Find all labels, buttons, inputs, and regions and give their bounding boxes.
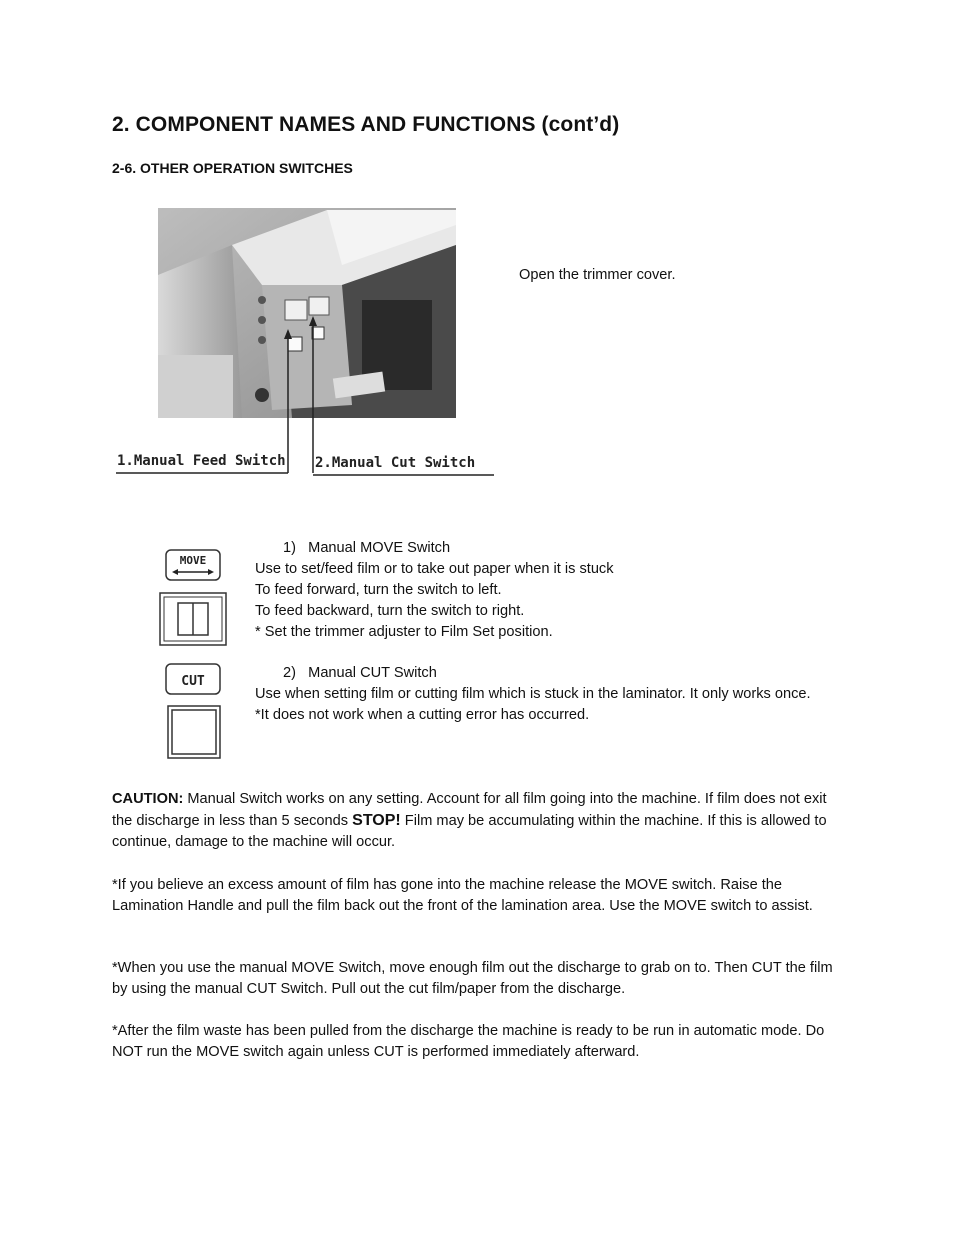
cut-switch-heading (255, 663, 835, 684)
cut-switch-icon (158, 660, 228, 763)
caution-paragraph (112, 789, 847, 853)
section-heading: 2-6. OTHER OPERATION SWITCHES (112, 160, 353, 176)
figure-caption: Open the trimmer cover. (519, 267, 676, 283)
cut-switch-title: Manual CUT Switch (308, 665, 437, 681)
move-switch-title: Manual MOVE Switch (308, 540, 451, 556)
stop-warning: STOP! (352, 812, 401, 829)
move-line-1: Use to set/feed film or to take out paper when it is stuck (255, 561, 614, 577)
cut-switch-description (255, 663, 835, 726)
move-switch-number: 1) (283, 540, 296, 556)
move-line-3: To feed backward, turn the switch to right. (255, 603, 525, 619)
move-switch-heading (255, 538, 855, 559)
note-excess-film: *If you believe an excess amount of film has gone into the machine release the MOVE switch. Raise the Lamination Handle and pull the film back out the front of the lamination area. Use the MOVE switch to assist. (112, 877, 813, 914)
caution-label: CAUTION: (112, 791, 184, 807)
manual-cut-label: 2.Manual Cut Switch (315, 455, 476, 471)
cut-line-1: Use when setting film or cutting film which is stuck in the laminator. It only works once. (255, 686, 811, 702)
note-manual-move: *When you use the manual MOVE Switch, move enough film out the discharge to grab on to. Then CUT the film by using the manual CUT Switch. Pull out the cut film/paper from the discharge. (112, 960, 833, 997)
page-title: 2. COMPONENT NAMES AND FUNCTIONS (cont’d) (112, 113, 620, 136)
cut-button-label: CUT (181, 674, 205, 689)
move-line-2: To feed forward, turn the switch to left. (255, 582, 502, 598)
trimmer-photo-graphic (112, 205, 497, 480)
caution-text-b: Film may be accumulating within the machine. If this is allowed to continue, damage to the machine will occur. (112, 813, 827, 850)
cut-switch-number: 2) (283, 665, 296, 681)
caution-text-a: Manual Switch works on any setting. Account for all film going into the machine. If film does not exit the discharge in less than 5 seconds (112, 791, 827, 829)
move-switch-icon (158, 545, 228, 650)
manual-feed-label: 1.Manual Feed Switch (117, 453, 286, 469)
trimmer-photo (112, 205, 497, 480)
note-after-waste: *After the film waste has been pulled from the discharge the machine is ready to be run in automatic mode. Do NOT run the MOVE switch again unless CUT is performed immediately afterward. (112, 1023, 825, 1060)
move-button-label: MOVE (179, 554, 207, 567)
move-switch-description (255, 538, 855, 643)
move-line-4: * Set the trimmer adjuster to Film Set position. (255, 624, 553, 640)
cut-line-2: *It does not work when a cutting error has occurred. (255, 707, 590, 723)
